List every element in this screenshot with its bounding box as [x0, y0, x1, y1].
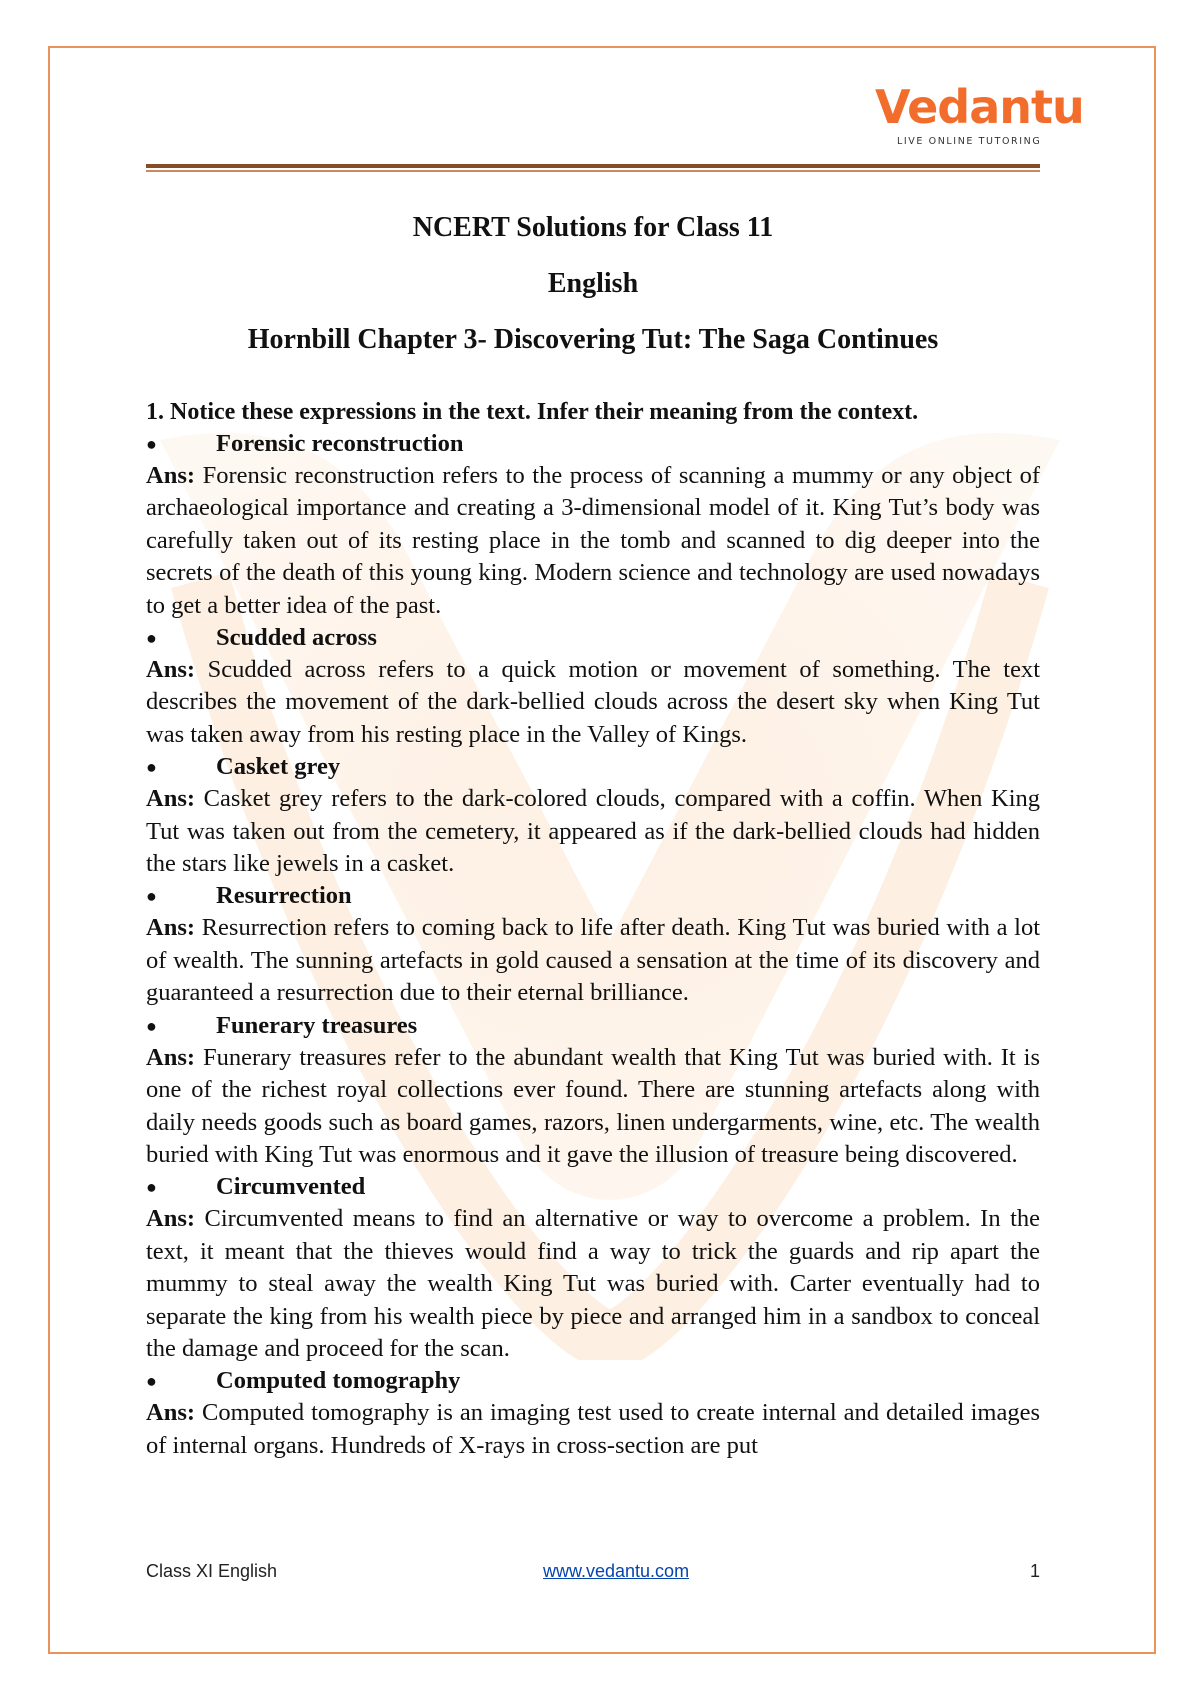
question-heading: 1. Notice these expressions in the text. Infer their meaning from the context. — [146, 399, 919, 425]
term-label: Computed tomography — [216, 1367, 461, 1395]
ans-label: Ans: — [146, 1205, 196, 1233]
answer-text: Ans: Resurrection refers to coming back to life after death. King Tut was buried with a lot of wealth. The sunning artefacts in gold caused a sensation at the time of its discovery and guaranteed a resurrection due to their eternal brilliance. — [146, 914, 1041, 1007]
header-rule — [146, 164, 1040, 168]
bullet-icon: ● — [146, 757, 157, 778]
footer-website-link[interactable]: www.vedantu.com — [543, 1561, 690, 1581]
doc-subject: English — [547, 268, 639, 299]
term-label: Forensic reconstruction — [216, 430, 464, 457]
page-number: 1 — [1029, 1561, 1040, 1581]
footer-class-label: Class XI English — [146, 1561, 278, 1581]
bullet-icon: ● — [146, 434, 157, 454]
term-label: Scudded across — [216, 624, 377, 652]
list-item — [146, 751, 1040, 880]
list-item — [146, 880, 1040, 1009]
answer-text: Ans: Casket grey refers to the dark-colored clouds, compared with a coffin. When King Tut was taken out from the cemetery, it appeared as if the dark-bellied clouds had hidden the stars like jewels in a casket. — [146, 785, 1040, 878]
logo-tagline: LIVE ONLINE TUTORING — [897, 136, 1042, 147]
logo-wordmark: Vedantu — [875, 80, 1084, 134]
term-label: Casket grey — [216, 753, 341, 781]
answer-text: Ans: Funerary treasures refer to the abundant wealth that King Tut was buried with. It is one of the richest royal collections ever found. There are stunning artefacts along with daily needs goods such as board games, razors, linen undergarments, wine, etc. The wealth buried with King Tut was enormous and it gave the illusion of treasure being discovered. — [146, 1043, 1041, 1168]
list-item — [146, 1365, 1040, 1462]
list-item — [146, 428, 1040, 622]
ans-label: Ans: — [146, 1399, 196, 1427]
ans-label: Ans: — [146, 785, 196, 813]
page-footer — [146, 1561, 1040, 1585]
ans-label: Ans: — [146, 914, 196, 942]
bullet-icon: ● — [146, 1177, 157, 1198]
vedantu-logo — [875, 80, 1084, 154]
doc-chapter: Hornbill Chapter 3- Discovering Tut: The Saga Continues — [247, 324, 939, 355]
term-label: Circumvented — [216, 1173, 366, 1201]
answer-text: Ans: Forensic reconstruction refers to the process of scanning a mummy or any object of archaeological importance and creating a 3-dimensional model of it. King Tut’s body was carefully taken out of its resting place in the tomb and scanned to dig deeper into the secrets of the death of this young king. Modern science and technology are used nowadays to get a better idea of the past. — [146, 462, 1041, 619]
answer-text: Ans: Computed tomography is an imaging test used to create internal and detailed images of internal organs. Hundreds of X-rays in cross-section are put — [146, 1399, 1040, 1459]
bullet-icon: ● — [146, 1371, 157, 1392]
ans-label: Ans: — [146, 656, 196, 684]
ans-label: Ans: — [146, 462, 196, 489]
answer-text: Ans: Scudded across refers to a quick motion or movement of something. The text describes the movement of the dark-bellied clouds across the desert sky when King Tut was taken away from his resting place in the Valley of Kings. — [146, 656, 1041, 748]
doc-title: NCERT Solutions for Class 11 — [412, 212, 774, 243]
bullet-icon: ● — [146, 1015, 157, 1036]
header-rule-thin — [146, 170, 1040, 172]
answer-text: Ans: Circumvented means to find an alternative or way to overcome a problem. In the text, it meant that the thieves would find a way to trick the guards and rip apart the mummy to steal away the wealth King Tut was buried with. Carter eventually had to separate the king from his wealth piece by piece and arranged him in a sandbox to conceal the damage and proceed for the scan. — [146, 1205, 1040, 1362]
bullet-icon: ● — [146, 628, 157, 649]
document-body — [146, 212, 1040, 1462]
list-item — [146, 622, 1040, 751]
list-item — [146, 1171, 1040, 1365]
term-label: Resurrection — [216, 882, 352, 910]
term-label: Funerary treasures — [216, 1011, 418, 1039]
list-item — [146, 1010, 1040, 1172]
ans-label: Ans: — [146, 1043, 196, 1071]
answer-list — [146, 428, 1040, 1462]
bullet-icon: ● — [146, 886, 157, 907]
